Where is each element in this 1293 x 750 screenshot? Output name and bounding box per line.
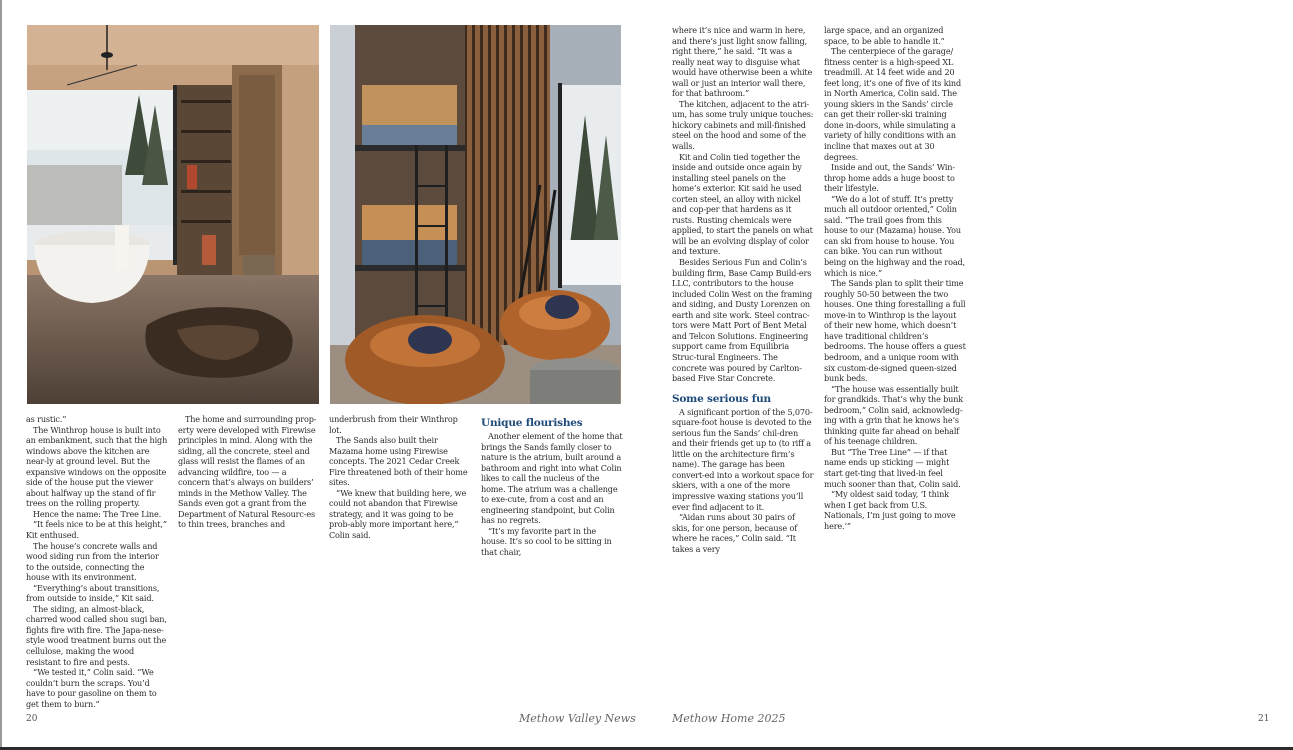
paragraph: The Sands plan to split their time roughly 50-50 between the two houses. One thing forestalling a full move-in to Winthrop is the layout of their new home, which doesn’t have traditional children’s bedrooms. The house offers a guest bedroom, and a unique room with six custom-de-signed queen-sized bunk beds. (824, 278, 966, 384)
article-column-6 (824, 25, 966, 531)
paragraph: “It feels nice to be at this height,” Kit enthused. (26, 519, 167, 541)
bunk-room-photo (330, 25, 621, 404)
paragraph: The centerpiece of the garage/ fitness center is a high-speed XL treadmill. At 14 feet wide and 20 feet long, it’s one of five of its kind in North America, Colin said. The young skiers in the Sands’ circle can get their roller-ski training done in-doors, while simulating a variety of hilly conditions with an incline that maxes out at 30 degrees. (824, 46, 961, 162)
paragraph: Inside and out, the Sands’ Win-throp home adds a huge boost to their lifestyle. (824, 162, 955, 194)
paragraph: The home and surrounding prop-erty were developed with Firewise principles in mind. Along with the siding, all the concrete, steel and glass will resist the flames of an advancing wildfire, too — a concern that’s always on builders’ minds in the Methow Valley. The Sands even got a grant from the Department of Natural Resourc-es to thin trees, branches and (178, 414, 317, 530)
bathroom-atrium-photo (27, 25, 319, 404)
paragraph: Kit and Colin tied together the inside and outside once again by installing steel panels on the home’s exterior. Kit said he used corten steel, an alloy with nickel and cop-per that hardens as it rusts. Rusting chemicals were applied, to start the panels on what will be an evolving display of color and texture. (672, 151, 813, 257)
paragraph: underbrush from their Winthrop lot. (329, 414, 458, 435)
page-number-right: 21 (1258, 714, 1270, 724)
paragraph: But “The Tree Line” — if that name ends up sticking — might start get-ting that lived-in feel much sooner than that, Colin said. (824, 446, 961, 489)
paragraph: as rustic.” (26, 414, 67, 424)
paragraph: “My oldest said today, ‘I think when I get back from U.S. Nationals, I’m just going to move here.’” (824, 489, 956, 531)
publication-footer: Methow Valley News (519, 712, 636, 725)
paragraph: “It’s my favorite part in the house. It’s so cool to be sitting in that chair, (481, 525, 612, 558)
paragraph: “Everything’s about transitions, from outside to inside,” Kit said. (26, 582, 160, 604)
article-column-3 (329, 414, 471, 541)
paragraph: “The house was essentially built for grandkids. That’s why the bunk bedroom,” Colin said, acknowledg-ing with a grin that he knows he’s thinking quite far ahead on behalf of his teenage children. (824, 383, 964, 447)
paragraph: The kitchen, adjacent to the atri-um, has some truly unique touches: hickory cabinets and mill-finished steel on the hood and some of the walls. (672, 98, 814, 152)
paragraph: Another element of the home that brings the Sands family closer to nature is the atrium, built around a bathroom and right into what Colin likes to call the nucleus of the home. The atrium was a challenge to exe-cute, from a cost and an engineering standpoint, but Colin has no regrets. (481, 431, 623, 526)
section-heading-some-serious-fun: Some serious fun (672, 392, 771, 405)
page-number-left: 20 (26, 714, 38, 724)
paragraph: “Aidan runs about 30 pairs of skis, for one person, because of where he races,” Colin said. “It takes a very (672, 512, 798, 554)
paragraph: The Winthrop house is built into an embankment, such that the high windows above the kitchen are near-ly at ground level. But the expansive windows on the opposite side of the house put the viewer about halfway up the stand of fir trees on the rolling property. (26, 424, 168, 509)
article-column-5 (672, 25, 814, 554)
article-column-2 (178, 414, 320, 530)
paragraph: Hence the name: The Tree Line. (33, 508, 162, 519)
paragraph: where it’s nice and warm in here, and there’s just light snow falling, right there,” he said. “It was a really neat way to disguise what would have otherwise been a white wall or just an interior wall there, for that bathroom.” (672, 25, 813, 99)
paragraph: “We knew that building here, we could not abandon that Firewise strategy, and it was going to be prob-ably more important here,” Colin said. (329, 487, 467, 541)
section-heading-unique-flourishes: Unique flourishes (481, 417, 583, 429)
paragraph: large space, and an organized space, to be able to handle it.” (824, 25, 945, 46)
paragraph: The siding, an almost-black, charred wood called shou sugi ban, fights fire with fire. The Japa-nese-style wood treatment burns out the cellulose, making the wood resistant to fire and pests. (26, 603, 167, 667)
page-edge-left (0, 0, 2, 750)
paragraph: The Sands also built their Mazama home using Firewise concepts. The 2021 Cedar Creek Fire threatened both of their home sites. (329, 435, 468, 488)
paragraph: A significant portion of the 5,070-square-foot house is devoted to the serious fun the Sands’ chil-dren and their friends get up to (to riff a little on the architecture firm’s name). The garage has been convert-ed into a workout space for skiers, with a one of the more impressive waxing stations you’ll ever find adjacent to it. (672, 406, 814, 512)
paragraph: Besides Serious Fun and Colin’s building firm, Base Camp Build-ers LLC, contributors to the house included Colin West on the framing and siding, and Dusty Lorenzen on earth and site work. Steel contrac-tors were Matt Port of Bent Metal and Telcon Solutions. Engineering support came from Equilibria Struc-tural Engineers. The concrete was poured by Carlton-based Five Star Concrete. (672, 257, 813, 384)
article-column-4 (481, 417, 623, 558)
issue-footer: Methow Home 2025 (672, 712, 786, 725)
paragraph: “We do a lot of stuff. It’s pretty much all outdoor oriented,” Colin said. “The trail goes from this house to our (Mazama) house. You can ski from house to house. You can bike. You can run without being on the highway and the road, which is nice.” (824, 193, 965, 278)
article-column-1 (26, 414, 168, 709)
paragraph: “We tested it,” Colin said. “We couldn’t burn the scraps. You’d have to pour gasoline on them to get them to burn.” (26, 667, 157, 709)
paragraph: The house’s concrete walls and wood siding run from the interior to the outside, connecting the house with its environment. (26, 540, 159, 583)
